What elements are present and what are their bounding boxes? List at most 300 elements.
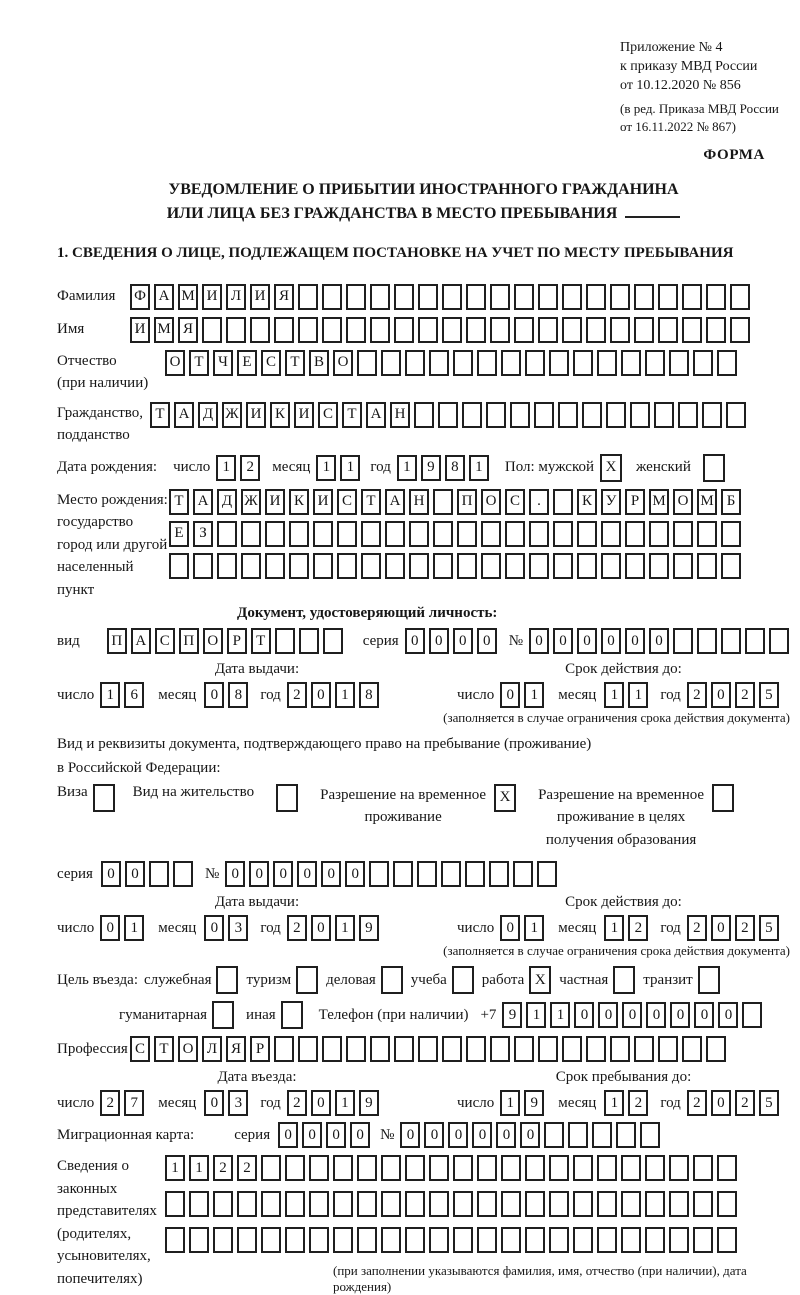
form-cell[interactable]: [525, 350, 545, 376]
form-cell[interactable]: Л: [226, 284, 246, 310]
form-cell[interactable]: 1: [604, 682, 624, 708]
form-cell[interactable]: [322, 284, 342, 310]
form-cell[interactable]: [405, 1227, 425, 1253]
form-cell[interactable]: [313, 521, 333, 547]
form-cell[interactable]: [649, 553, 669, 579]
form-cell[interactable]: [433, 521, 453, 547]
form-cell[interactable]: 0: [553, 628, 573, 654]
form-cell[interactable]: Р: [250, 1036, 270, 1062]
form-cell[interactable]: [481, 553, 501, 579]
form-cell[interactable]: 0: [448, 1122, 468, 1148]
form-cell[interactable]: [393, 861, 413, 887]
form-cell[interactable]: Ч: [213, 350, 233, 376]
form-cell[interactable]: [346, 1036, 366, 1062]
form-cell[interactable]: [645, 350, 665, 376]
form-cell[interactable]: [309, 1191, 329, 1217]
form-cell[interactable]: [693, 1155, 713, 1181]
form-cell[interactable]: [616, 1122, 636, 1148]
form-cell[interactable]: 0: [297, 861, 317, 887]
form-cell[interactable]: [489, 861, 509, 887]
form-cell[interactable]: 1: [550, 1002, 570, 1028]
form-cell[interactable]: [645, 1155, 665, 1181]
form-cell[interactable]: [562, 284, 582, 310]
form-cell[interactable]: [441, 861, 461, 887]
form-cell[interactable]: [490, 317, 510, 343]
form-cell[interactable]: А: [154, 284, 174, 310]
form-cell[interactable]: О: [673, 489, 693, 515]
form-cell[interactable]: .: [529, 489, 549, 515]
form-cell[interactable]: [226, 317, 246, 343]
form-cell[interactable]: [693, 1227, 713, 1253]
form-cell[interactable]: [261, 1155, 281, 1181]
form-cell[interactable]: 0: [204, 682, 224, 708]
form-cell[interactable]: [706, 284, 726, 310]
form-cell[interactable]: [418, 1036, 438, 1062]
form-cell[interactable]: [597, 1227, 617, 1253]
form-cell[interactable]: [462, 402, 482, 428]
form-cell[interactable]: [525, 1191, 545, 1217]
form-cell[interactable]: 0: [400, 1122, 420, 1148]
form-cell[interactable]: 2: [213, 1155, 233, 1181]
form-cell[interactable]: 1: [604, 915, 624, 941]
form-cell[interactable]: 1: [124, 915, 144, 941]
form-cell[interactable]: Р: [625, 489, 645, 515]
form-cell[interactable]: [610, 317, 630, 343]
form-cell[interactable]: [309, 1155, 329, 1181]
form-cell[interactable]: Т: [169, 489, 189, 515]
form-cell[interactable]: [322, 317, 342, 343]
form-cell[interactable]: [313, 553, 333, 579]
form-cell[interactable]: 1: [165, 1155, 185, 1181]
form-cell[interactable]: [414, 402, 434, 428]
form-cell[interactable]: И: [250, 284, 270, 310]
form-cell[interactable]: 0: [500, 915, 520, 941]
form-cell[interactable]: [433, 553, 453, 579]
form-cell[interactable]: 8: [445, 455, 465, 481]
form-cell[interactable]: Е: [169, 521, 189, 547]
form-cell[interactable]: О: [203, 628, 223, 654]
form-cell[interactable]: [429, 1191, 449, 1217]
form-cell[interactable]: [298, 1036, 318, 1062]
form-cell[interactable]: 1: [335, 915, 355, 941]
form-cell[interactable]: [501, 1191, 521, 1217]
form-cell[interactable]: Д: [217, 489, 237, 515]
form-cell[interactable]: [357, 1191, 377, 1217]
form-cell[interactable]: [645, 1191, 665, 1217]
form-cell[interactable]: [606, 402, 626, 428]
form-cell[interactable]: [573, 350, 593, 376]
form-cell[interactable]: [514, 1036, 534, 1062]
form-cell[interactable]: [394, 1036, 414, 1062]
form-cell[interactable]: [549, 1191, 569, 1217]
form-cell[interactable]: X: [529, 966, 551, 994]
form-cell[interactable]: Б: [721, 489, 741, 515]
form-cell[interactable]: 2: [735, 1090, 755, 1116]
form-cell[interactable]: [730, 317, 750, 343]
form-cell[interactable]: [274, 1036, 294, 1062]
form-cell[interactable]: 2: [287, 915, 307, 941]
form-cell[interactable]: 0: [711, 682, 731, 708]
form-cell[interactable]: [577, 521, 597, 547]
form-cell[interactable]: 1: [316, 455, 336, 481]
form-cell[interactable]: А: [193, 489, 213, 515]
form-cell[interactable]: [538, 1036, 558, 1062]
form-cell[interactable]: [717, 350, 737, 376]
form-cell[interactable]: [693, 350, 713, 376]
form-cell[interactable]: [742, 1002, 762, 1028]
form-cell[interactable]: 0: [529, 628, 549, 654]
form-cell[interactable]: [173, 861, 193, 887]
form-cell[interactable]: Л: [202, 1036, 222, 1062]
form-cell[interactable]: Т: [150, 402, 170, 428]
form-cell[interactable]: [261, 1227, 281, 1253]
form-cell[interactable]: [505, 553, 525, 579]
form-cell[interactable]: [250, 317, 270, 343]
form-cell[interactable]: [514, 284, 534, 310]
form-cell[interactable]: А: [174, 402, 194, 428]
form-cell[interactable]: [465, 861, 485, 887]
form-cell[interactable]: [381, 1191, 401, 1217]
form-cell[interactable]: К: [270, 402, 290, 428]
form-cell[interactable]: [357, 1155, 377, 1181]
form-cell[interactable]: [510, 402, 530, 428]
form-cell[interactable]: [299, 628, 319, 654]
form-cell[interactable]: [405, 1191, 425, 1217]
form-cell[interactable]: [673, 553, 693, 579]
form-cell[interactable]: [418, 284, 438, 310]
form-cell[interactable]: [417, 861, 437, 887]
form-cell[interactable]: 2: [240, 455, 260, 481]
form-cell[interactable]: 0: [622, 1002, 642, 1028]
form-cell[interactable]: [289, 521, 309, 547]
form-cell[interactable]: 0: [302, 1122, 322, 1148]
form-cell[interactable]: 0: [101, 861, 121, 887]
form-cell[interactable]: [337, 521, 357, 547]
form-cell[interactable]: Т: [361, 489, 381, 515]
form-cell[interactable]: [381, 966, 403, 994]
form-cell[interactable]: 1: [469, 455, 489, 481]
form-cell[interactable]: 0: [311, 682, 331, 708]
form-cell[interactable]: И: [265, 489, 285, 515]
form-cell[interactable]: [261, 1191, 281, 1217]
form-cell[interactable]: [490, 1036, 510, 1062]
form-cell[interactable]: 0: [472, 1122, 492, 1148]
form-cell[interactable]: [333, 1191, 353, 1217]
form-cell[interactable]: [477, 350, 497, 376]
form-cell[interactable]: [165, 1191, 185, 1217]
form-cell[interactable]: [630, 402, 650, 428]
form-cell[interactable]: П: [107, 628, 127, 654]
form-cell[interactable]: [573, 1227, 593, 1253]
form-cell[interactable]: М: [649, 489, 669, 515]
form-cell[interactable]: И: [246, 402, 266, 428]
form-cell[interactable]: [418, 317, 438, 343]
form-cell[interactable]: [309, 1227, 329, 1253]
form-cell[interactable]: 1: [500, 1090, 520, 1116]
form-cell[interactable]: 2: [237, 1155, 257, 1181]
form-cell[interactable]: [346, 317, 366, 343]
form-cell[interactable]: [525, 1227, 545, 1253]
form-cell[interactable]: [361, 521, 381, 547]
form-cell[interactable]: 0: [477, 628, 497, 654]
form-cell[interactable]: [514, 317, 534, 343]
form-cell[interactable]: О: [333, 350, 353, 376]
form-cell[interactable]: [409, 521, 429, 547]
form-cell[interactable]: 9: [524, 1090, 544, 1116]
form-cell[interactable]: Д: [198, 402, 218, 428]
form-cell[interactable]: 9: [421, 455, 441, 481]
form-cell[interactable]: И: [202, 284, 222, 310]
form-cell[interactable]: 9: [359, 1090, 379, 1116]
form-cell[interactable]: [490, 284, 510, 310]
form-cell[interactable]: 0: [345, 861, 365, 887]
form-cell[interactable]: [466, 284, 486, 310]
form-cell[interactable]: 0: [204, 1090, 224, 1116]
form-cell[interactable]: [453, 1227, 473, 1253]
form-cell[interactable]: 3: [228, 915, 248, 941]
form-cell[interactable]: 2: [687, 1090, 707, 1116]
form-cell[interactable]: [457, 553, 477, 579]
form-cell[interactable]: 0: [520, 1122, 540, 1148]
form-cell[interactable]: [289, 553, 309, 579]
form-cell[interactable]: 2: [628, 1090, 648, 1116]
form-cell[interactable]: [730, 284, 750, 310]
form-cell[interactable]: [466, 1036, 486, 1062]
form-cell[interactable]: А: [366, 402, 386, 428]
form-cell[interactable]: [706, 1036, 726, 1062]
form-cell[interactable]: 0: [574, 1002, 594, 1028]
form-cell[interactable]: 0: [598, 1002, 618, 1028]
form-cell[interactable]: С: [155, 628, 175, 654]
form-cell[interactable]: [501, 350, 521, 376]
form-cell[interactable]: [601, 553, 621, 579]
form-cell[interactable]: 5: [759, 1090, 779, 1116]
form-cell[interactable]: Я: [274, 284, 294, 310]
form-cell[interactable]: [634, 1036, 654, 1062]
form-cell[interactable]: А: [385, 489, 405, 515]
form-cell[interactable]: 3: [228, 1090, 248, 1116]
form-cell[interactable]: 0: [249, 861, 269, 887]
form-cell[interactable]: Н: [409, 489, 429, 515]
form-cell[interactable]: 9: [502, 1002, 522, 1028]
form-cell[interactable]: 0: [601, 628, 621, 654]
form-cell[interactable]: [357, 1227, 377, 1253]
form-cell[interactable]: [568, 1122, 588, 1148]
form-cell[interactable]: 0: [326, 1122, 346, 1148]
form-cell[interactable]: [610, 284, 630, 310]
form-cell[interactable]: [274, 317, 294, 343]
form-cell[interactable]: 5: [759, 915, 779, 941]
form-cell[interactable]: У: [601, 489, 621, 515]
form-cell[interactable]: [323, 628, 343, 654]
form-cell[interactable]: Ж: [222, 402, 242, 428]
form-cell[interactable]: [537, 861, 557, 887]
form-cell[interactable]: Т: [189, 350, 209, 376]
form-cell[interactable]: 2: [735, 915, 755, 941]
form-cell[interactable]: [370, 1036, 390, 1062]
form-cell[interactable]: [394, 284, 414, 310]
form-cell[interactable]: 8: [359, 682, 379, 708]
form-cell[interactable]: [477, 1227, 497, 1253]
form-cell[interactable]: З: [193, 521, 213, 547]
form-cell[interactable]: [621, 1227, 641, 1253]
form-cell[interactable]: Ф: [130, 284, 150, 310]
form-cell[interactable]: [745, 628, 765, 654]
form-cell[interactable]: [429, 1227, 449, 1253]
form-cell[interactable]: С: [505, 489, 525, 515]
form-cell[interactable]: 2: [687, 682, 707, 708]
form-cell[interactable]: [346, 284, 366, 310]
form-cell[interactable]: [573, 1191, 593, 1217]
form-cell[interactable]: 0: [718, 1002, 738, 1028]
form-cell[interactable]: П: [179, 628, 199, 654]
form-cell[interactable]: 1: [335, 1090, 355, 1116]
form-cell[interactable]: Р: [227, 628, 247, 654]
form-cell[interactable]: [381, 350, 401, 376]
form-cell[interactable]: [544, 1122, 564, 1148]
form-cell[interactable]: [658, 317, 678, 343]
form-cell[interactable]: [613, 966, 635, 994]
form-cell[interactable]: [285, 1227, 305, 1253]
form-cell[interactable]: [452, 966, 474, 994]
form-cell[interactable]: М: [154, 317, 174, 343]
form-cell[interactable]: В: [309, 350, 329, 376]
form-cell[interactable]: [706, 317, 726, 343]
form-cell[interactable]: [586, 284, 606, 310]
form-cell[interactable]: [337, 553, 357, 579]
form-cell[interactable]: [698, 966, 720, 994]
form-cell[interactable]: [429, 350, 449, 376]
form-cell[interactable]: [165, 1227, 185, 1253]
form-cell[interactable]: [429, 1155, 449, 1181]
form-cell[interactable]: [361, 553, 381, 579]
form-cell[interactable]: [381, 1155, 401, 1181]
form-cell[interactable]: [658, 284, 678, 310]
form-cell[interactable]: М: [697, 489, 717, 515]
form-cell[interactable]: [726, 402, 746, 428]
form-cell[interactable]: [296, 966, 318, 994]
form-cell[interactable]: [721, 553, 741, 579]
form-cell[interactable]: [597, 1155, 617, 1181]
form-cell[interactable]: [703, 454, 725, 482]
form-cell[interactable]: [477, 1155, 497, 1181]
form-cell[interactable]: [534, 402, 554, 428]
form-cell[interactable]: Т: [285, 350, 305, 376]
form-cell[interactable]: [621, 350, 641, 376]
form-cell[interactable]: [457, 521, 477, 547]
form-cell[interactable]: [93, 784, 115, 812]
form-cell[interactable]: [285, 1155, 305, 1181]
form-cell[interactable]: О: [165, 350, 185, 376]
form-cell[interactable]: [442, 284, 462, 310]
form-cell[interactable]: [573, 1155, 593, 1181]
form-cell[interactable]: [466, 317, 486, 343]
form-cell[interactable]: И: [313, 489, 333, 515]
form-cell[interactable]: 0: [711, 915, 731, 941]
form-cell[interactable]: [678, 402, 698, 428]
form-cell[interactable]: [442, 317, 462, 343]
form-cell[interactable]: 1: [524, 915, 544, 941]
form-cell[interactable]: [212, 1001, 234, 1029]
form-cell[interactable]: Т: [251, 628, 271, 654]
form-cell[interactable]: 0: [625, 628, 645, 654]
form-cell[interactable]: [505, 521, 525, 547]
form-cell[interactable]: [298, 284, 318, 310]
form-cell[interactable]: [682, 284, 702, 310]
form-cell[interactable]: [265, 521, 285, 547]
form-cell[interactable]: 2: [628, 915, 648, 941]
form-cell[interactable]: [265, 553, 285, 579]
form-cell[interactable]: [213, 1227, 233, 1253]
form-cell[interactable]: 0: [311, 915, 331, 941]
form-cell[interactable]: 0: [694, 1002, 714, 1028]
form-cell[interactable]: [549, 1155, 569, 1181]
form-cell[interactable]: [597, 1191, 617, 1217]
form-cell[interactable]: [169, 553, 189, 579]
form-cell[interactable]: [549, 350, 569, 376]
form-cell[interactable]: 5: [759, 682, 779, 708]
form-cell[interactable]: [149, 861, 169, 887]
form-cell[interactable]: 1: [100, 682, 120, 708]
form-cell[interactable]: [586, 317, 606, 343]
form-cell[interactable]: Ж: [241, 489, 261, 515]
form-cell[interactable]: X: [600, 454, 622, 482]
form-cell[interactable]: [276, 784, 298, 812]
form-cell[interactable]: [322, 1036, 342, 1062]
form-cell[interactable]: [486, 402, 506, 428]
form-cell[interactable]: [586, 1036, 606, 1062]
form-cell[interactable]: 0: [646, 1002, 666, 1028]
form-cell[interactable]: [281, 1001, 303, 1029]
form-cell[interactable]: 0: [321, 861, 341, 887]
form-cell[interactable]: [697, 521, 717, 547]
form-cell[interactable]: 0: [225, 861, 245, 887]
form-cell[interactable]: [385, 553, 405, 579]
form-cell[interactable]: 0: [670, 1002, 690, 1028]
form-cell[interactable]: [513, 861, 533, 887]
form-cell[interactable]: [370, 317, 390, 343]
form-cell[interactable]: [717, 1227, 737, 1253]
form-cell[interactable]: [717, 1191, 737, 1217]
form-cell[interactable]: 1: [397, 455, 417, 481]
form-cell[interactable]: [298, 317, 318, 343]
form-cell[interactable]: [697, 553, 717, 579]
form-cell[interactable]: Я: [178, 317, 198, 343]
form-cell[interactable]: [654, 402, 674, 428]
form-cell[interactable]: 0: [273, 861, 293, 887]
form-cell[interactable]: [275, 628, 295, 654]
form-cell[interactable]: [189, 1191, 209, 1217]
form-cell[interactable]: [712, 784, 734, 812]
form-cell[interactable]: [553, 553, 573, 579]
form-cell[interactable]: [682, 1036, 702, 1062]
form-cell[interactable]: [673, 628, 693, 654]
form-cell[interactable]: [333, 1155, 353, 1181]
form-cell[interactable]: [442, 1036, 462, 1062]
form-cell[interactable]: 1: [526, 1002, 546, 1028]
form-cell[interactable]: [381, 1227, 401, 1253]
form-cell[interactable]: 1: [335, 682, 355, 708]
form-cell[interactable]: [217, 521, 237, 547]
form-cell[interactable]: [453, 1191, 473, 1217]
form-cell[interactable]: [217, 553, 237, 579]
form-cell[interactable]: [333, 1227, 353, 1253]
form-cell[interactable]: С: [130, 1036, 150, 1062]
form-cell[interactable]: [669, 350, 689, 376]
form-cell[interactable]: [216, 966, 238, 994]
form-cell[interactable]: С: [318, 402, 338, 428]
form-cell[interactable]: [669, 1155, 689, 1181]
